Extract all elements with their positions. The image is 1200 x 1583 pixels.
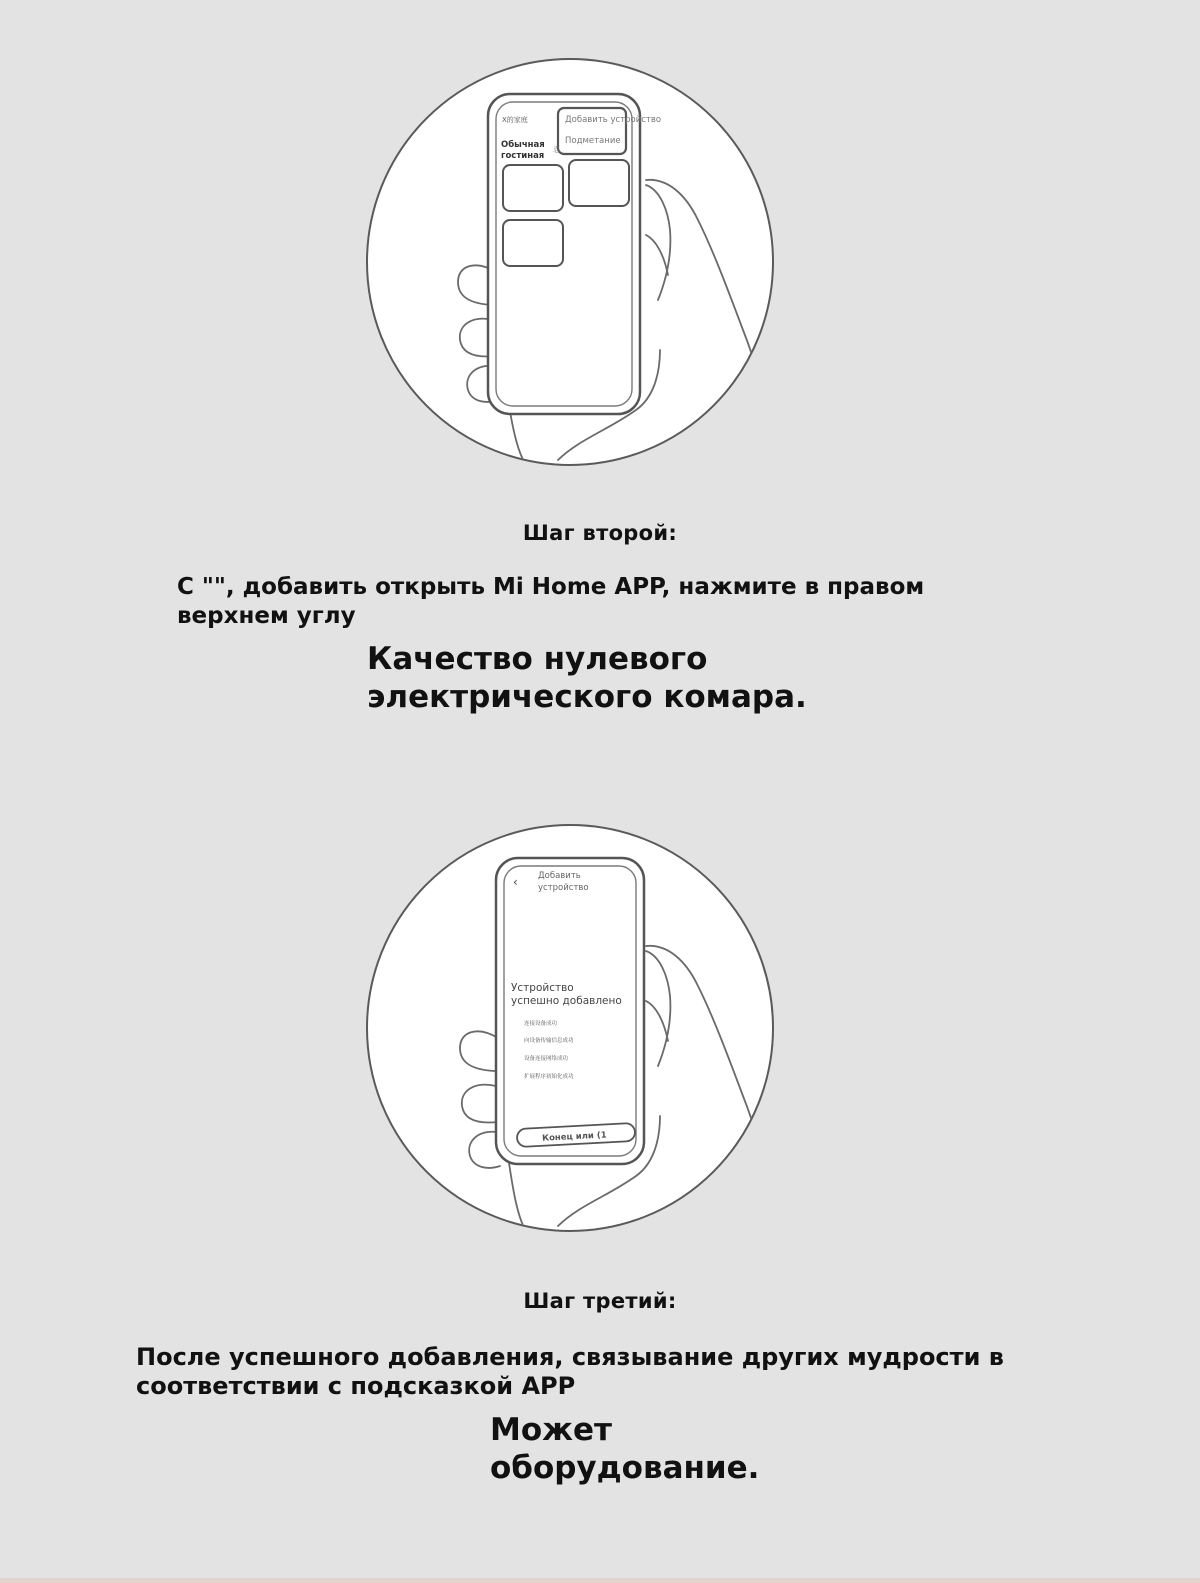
home-title: X的家庭 [502,116,528,124]
step3-caption-line2: оборудование. [490,1450,760,1486]
bottom-divider [0,1578,1200,1583]
step2-caption-line2: электрического комара. [367,679,807,715]
step3-caption-line1: Может [490,1412,612,1448]
step2-instruction [177,573,924,631]
back-icon[interactable]: ‹ [513,875,518,889]
step2-caption-line1: Качество нулевого [367,641,708,677]
checklist-item: 扩展程序初始化成功 [524,1074,574,1080]
header-line1: Добавить [538,871,581,881]
checklist-item: 向设备传输信息成功 [524,1038,574,1044]
hand-phone-drawing-step2 [368,60,774,466]
step2-title: Шаг второй: [522,521,678,545]
checklist-item: 连接设备成功 [524,1021,558,1027]
menu-add-device[interactable]: Добавить устройство [565,115,662,125]
header-line2: устройство [538,883,589,893]
step3-instruction-line2: соответствии с подсказкой APP [136,1372,576,1400]
step3-instruction-line1: После успешного добавления, связывание других мудрости в [136,1343,1004,1371]
hand-phone-drawing-step3 [368,826,774,1232]
step3-instruction [136,1343,1004,1401]
illustration-step3 [366,824,774,1232]
step2-caption [367,640,807,716]
checklist-item: 设备连接网络成功 [524,1056,569,1062]
step2-instruction-line2: верхнем углу [177,603,356,629]
room-label-line1: Обычная [501,140,545,150]
room-label-line2: гостиная [501,151,545,161]
step3-caption [490,1411,759,1487]
illustration-step2 [366,58,774,466]
success-line2: успешно добавлено [511,995,622,1007]
step2-instruction-line1: С "", добавить открыть Mi Home APP, нажмите в правом [177,574,925,600]
menu-sweep[interactable]: Подметание [565,136,621,146]
finish-button-label: Конец или (1 [541,1130,607,1144]
success-line1: Устройство [511,982,574,994]
room-suffix: 忍 [553,146,560,154]
step3-title: Шаг третий: [523,1289,677,1313]
